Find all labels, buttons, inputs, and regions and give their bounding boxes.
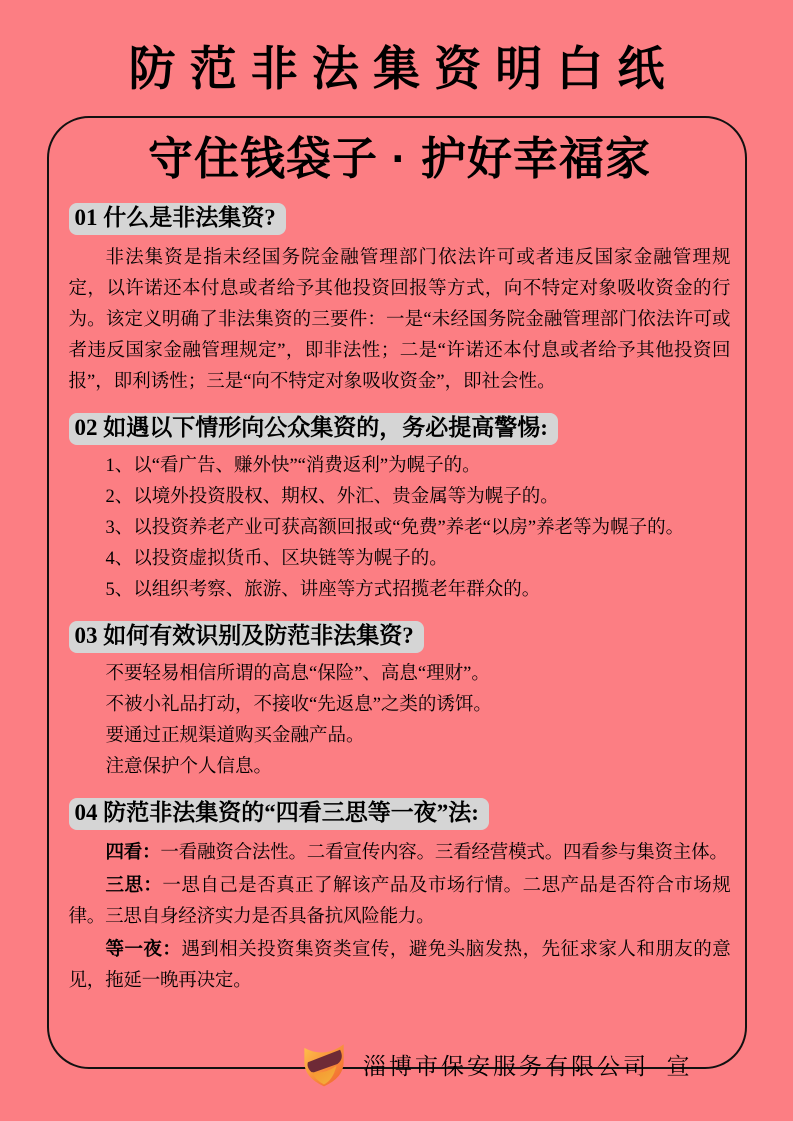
section-04-heading: 04 防范非法集资的“四看三思等一夜”法: [69, 798, 489, 830]
section-01-heading: 01 什么是非法集资? [69, 203, 286, 235]
tip-three-think [69, 869, 731, 933]
list-item: 3、以投资养老产业可获高额回报或“免费”养老“以房”养老等为幌子的。 [105, 518, 685, 539]
list-item: 不被小礼品打动，不接收“先返息”之类的诱饵。 [105, 695, 492, 716]
section-03-heading-row [69, 621, 731, 655]
section-01-paragraph: 非法集资是指未经国务院金融管理部门依法许可或者违反国家金融管理规定，以许诺还本付息或者给予其他投资回报等方式，向不特定对象吸收资金的行为。该定义明确了非法集资的三要件：一是“未经国务院金融管理部门依法许可或者违反国家金融管理规定”，即非法性；二是“许诺还本付息或者给予其他投资回报”，即利诱性；三是“向不特定对象吸收资金”，即社会性。 [68, 248, 731, 393]
list-item: 4、以投资虚拟货币、区块链等为幌子的。 [105, 549, 448, 570]
tip-four-look-label: 四看： [105, 841, 161, 863]
tip-four-look [69, 836, 731, 869]
section-04-heading-row [69, 798, 731, 832]
tip-three-think-text: 一思自己是否真正了解该产品及市场行情。二思产品是否符合市场规律。三思自身经济实力是否具备抗风险能力。 [68, 876, 731, 928]
tip-four-look-text: 一看融资合法性。二看宣传内容。三看经营模式。四看参与集资主体。 [160, 843, 728, 864]
poster-title: 防范非法集资明白纸 [128, 42, 679, 95]
shield-logo-icon [297, 1039, 351, 1089]
list-item: 注意保护个人信息。 [105, 757, 273, 778]
list-item: 1、以“看广告、赚外快”“消费返利”为幌子的。 [105, 456, 481, 477]
list-item: 不要轻易相信所谓的高息“保险”、高息“理财”。 [105, 664, 490, 685]
tip-wait-one-night-label: 等一夜： [105, 938, 182, 960]
tip-wait-one-night-text: 遇到相关投资集资类宣传，避免头脑发热，先征求家人和朋友的意见，拖延一晚再决定。 [68, 940, 731, 992]
section-02-heading-row [69, 413, 731, 447]
tip-wait-one-night [69, 933, 731, 997]
list-item: 2、以境外投资股权、期权、外汇、贵金属等为幌子的。 [105, 487, 559, 508]
content-box [47, 116, 747, 1079]
poster-subtitle: 守住钱袋子 · 护好幸福家 [148, 133, 651, 185]
section-03-heading: 03 如何有效识别及防范非法集资? [69, 621, 424, 653]
section-warning-situations [69, 413, 731, 606]
list-item: 5、以组织考察、旅游、讲座等方式招揽老年群众的。 [105, 580, 541, 601]
section-how-to-identify [69, 621, 731, 783]
section-four-look-three-think [69, 798, 731, 997]
list-item: 要通过正规渠道购买金融产品。 [105, 726, 365, 747]
tip-three-think-label: 三思： [105, 874, 163, 896]
footer [69, 1039, 731, 1089]
section-01-heading-row [69, 203, 731, 237]
section-02-heading: 02 如遇以下情形向公众集资的，务必提高警惕: [69, 413, 558, 445]
section-what-is-illegal-fundraising [69, 203, 731, 398]
publisher-name: 淄博市保安服务有限公司 宣 [363, 1053, 693, 1079]
